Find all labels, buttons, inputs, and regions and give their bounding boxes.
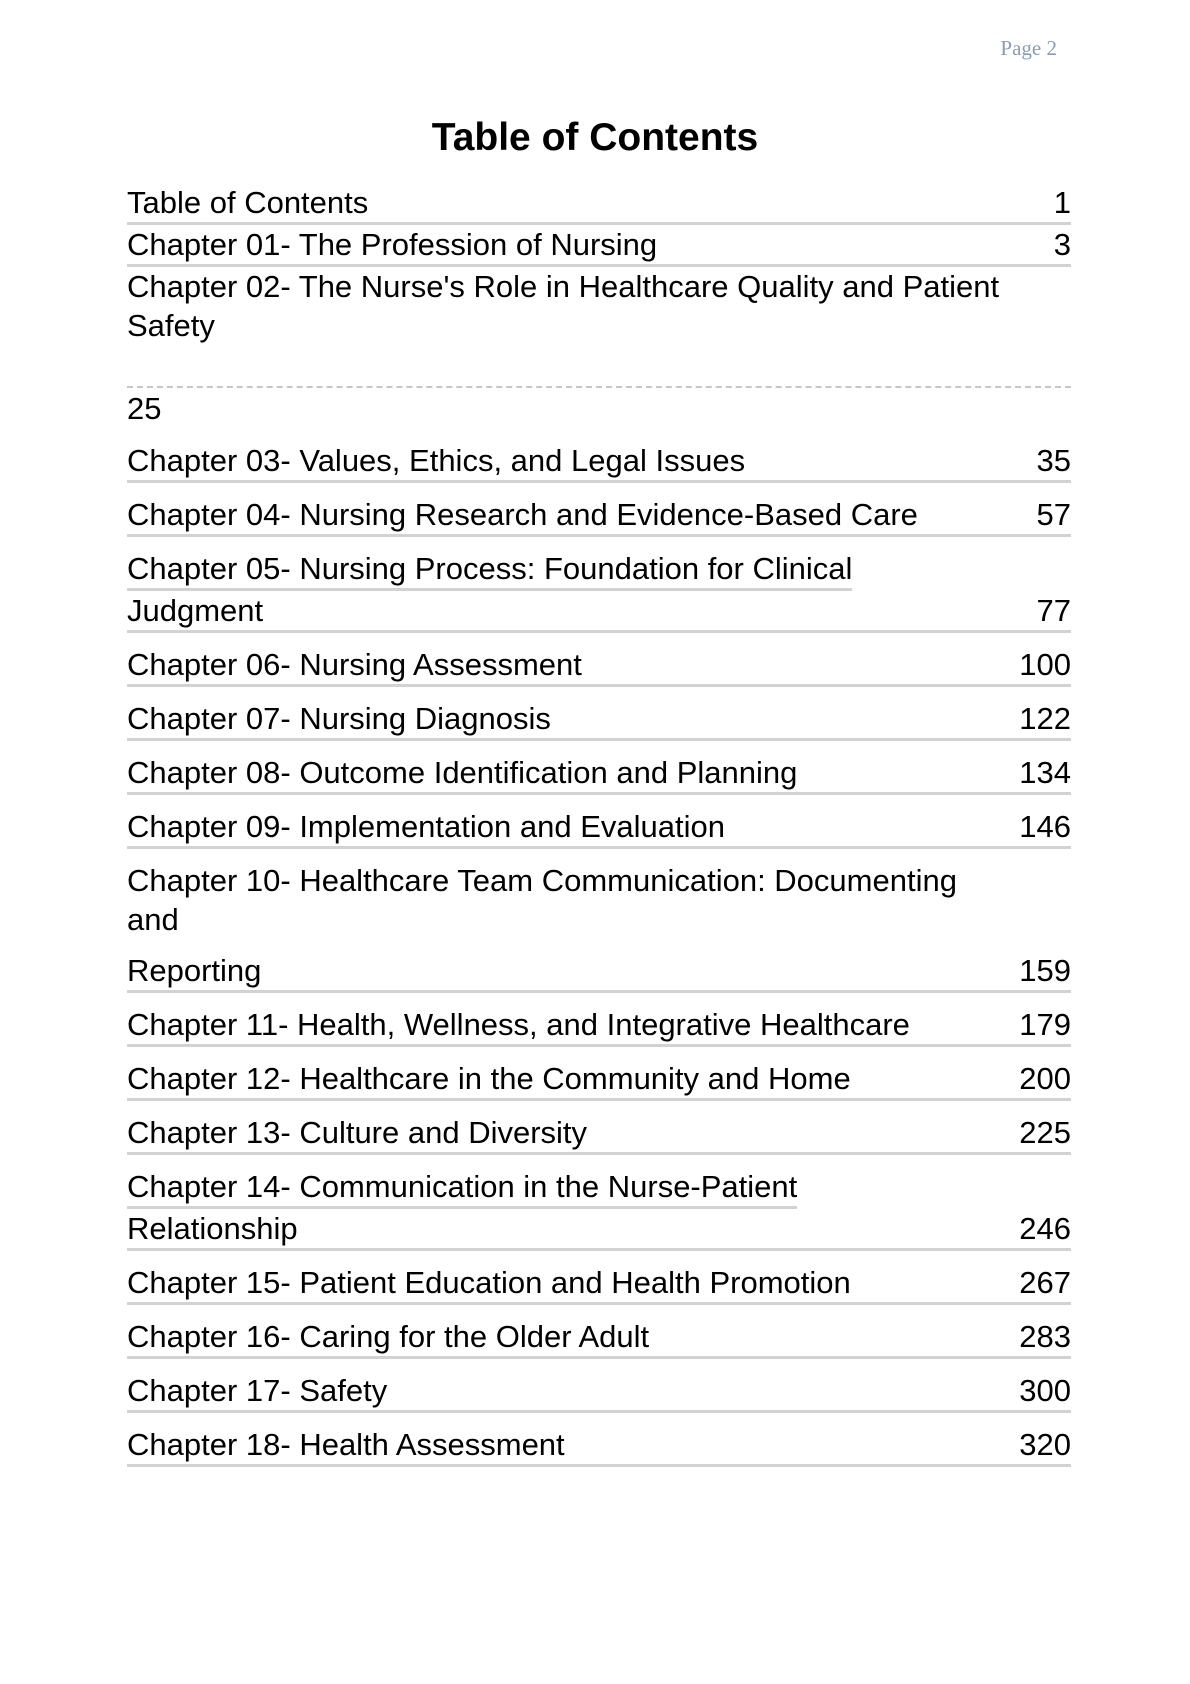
toc-entry-page: 267 bbox=[1019, 1265, 1071, 1300]
toc-entry-chapter-12[interactable] bbox=[127, 1059, 1071, 1101]
toc-entry-title-line: Relationship bbox=[127, 1211, 298, 1246]
toc-entry-chapter-09[interactable] bbox=[127, 807, 1071, 849]
toc-entry-chapter-17[interactable] bbox=[127, 1371, 1071, 1413]
toc-entry-title: Chapter 09- Implementation and Evaluation bbox=[127, 809, 725, 844]
toc-entry-title-line: Safety bbox=[127, 308, 215, 343]
toc-entry-title: Chapter 01- The Profession of Nursing bbox=[127, 227, 658, 262]
toc-entry-page: 146 bbox=[1019, 809, 1071, 844]
toc-entry-page: 300 bbox=[1019, 1373, 1071, 1408]
toc-entry-page: 100 bbox=[1019, 647, 1071, 682]
page-number-label: Page 2 bbox=[1000, 36, 1057, 60]
toc-entry-page: 179 bbox=[1019, 1007, 1071, 1042]
toc-entry-title-line: Judgment bbox=[127, 593, 264, 628]
toc-entry-page: 3 bbox=[1053, 227, 1071, 262]
toc-entry-page: 1 bbox=[1053, 185, 1071, 220]
toc-entry-page: 134 bbox=[1019, 755, 1071, 790]
toc-entry-chapter-01[interactable] bbox=[127, 225, 1071, 267]
toc-entry-chapter-13[interactable] bbox=[127, 1113, 1071, 1155]
toc-entry-page: 77 bbox=[1036, 593, 1071, 628]
toc-entry-title-line: Chapter 14- Communication in the Nurse-Patient bbox=[127, 1167, 797, 1209]
toc-entry-chapter-11[interactable] bbox=[127, 1005, 1071, 1047]
toc-entry-page: 57 bbox=[1036, 497, 1071, 532]
toc-entry-title: Chapter 16- Caring for the Older Adult bbox=[127, 1319, 650, 1354]
toc-entry-page: 122 bbox=[1019, 701, 1071, 736]
toc-entry-chapter-18[interactable] bbox=[127, 1425, 1071, 1467]
page-title: Table of Contents bbox=[431, 116, 759, 159]
toc-entry-title: Chapter 15- Patient Education and Health Promotion bbox=[127, 1265, 851, 1300]
toc-entry-title-line: Chapter 02- The Nurse's Role in Healthcare Quality and Patient bbox=[127, 269, 1000, 304]
toc-entry-title: Chapter 04- Nursing Research and Evidence-Based Care bbox=[127, 497, 918, 532]
toc-entry-table-of-contents[interactable] bbox=[127, 183, 1071, 225]
toc-entry-title: Chapter 07- Nursing Diagnosis bbox=[127, 701, 551, 736]
toc-entry-chapter-02[interactable] bbox=[127, 267, 1071, 429]
toc-entry-page: 25 bbox=[127, 391, 162, 426]
toc-entry-page: 225 bbox=[1019, 1115, 1071, 1150]
toc-entry-title: Chapter 12- Healthcare in the Community and Home bbox=[127, 1061, 851, 1096]
toc-entry-chapter-06[interactable] bbox=[127, 645, 1071, 687]
toc-entry-chapter-14[interactable] bbox=[127, 1167, 1071, 1251]
toc-entry-chapter-15[interactable] bbox=[127, 1263, 1071, 1305]
toc-entry-chapter-03[interactable] bbox=[127, 441, 1071, 483]
toc-entry-title-line: Chapter 10- Healthcare Team Communication: Documenting bbox=[127, 863, 957, 898]
toc-entry-title: Chapter 18- Health Assessment bbox=[127, 1427, 565, 1462]
toc-entry-title: Chapter 08- Outcome Identification and Planning bbox=[127, 755, 798, 790]
toc-entry-title: Chapter 11- Health, Wellness, and Integrative Healthcare bbox=[127, 1007, 910, 1042]
toc-entry-title: Chapter 17- Safety bbox=[127, 1373, 388, 1408]
toc-entry-page: 200 bbox=[1019, 1061, 1071, 1096]
toc-entry-title: Chapter 03- Values, Ethics, and Legal Issues bbox=[127, 443, 746, 478]
toc-entry-chapter-16[interactable] bbox=[127, 1317, 1071, 1359]
toc-entry-title-line: Chapter 05- Nursing Process: Foundation for Clinical bbox=[127, 549, 852, 591]
toc-entry-chapter-08[interactable] bbox=[127, 753, 1071, 795]
toc-entry-title: Chapter 13- Culture and Diversity bbox=[127, 1115, 588, 1150]
toc-entry-chapter-04[interactable] bbox=[127, 495, 1071, 537]
toc-entry-chapter-05[interactable] bbox=[127, 549, 1071, 633]
toc-entry-page: 320 bbox=[1019, 1427, 1071, 1462]
toc-entry-title-line: Reporting bbox=[127, 953, 262, 988]
toc-entry-page: 246 bbox=[1019, 1211, 1071, 1246]
toc-entry-chapter-10[interactable] bbox=[127, 861, 1071, 993]
toc-list bbox=[127, 183, 1071, 1467]
toc-entry-page: 283 bbox=[1019, 1319, 1071, 1354]
toc-entry-chapter-07[interactable] bbox=[127, 699, 1071, 741]
toc-entry-page: 35 bbox=[1036, 443, 1071, 478]
toc-entry-title: Chapter 06- Nursing Assessment bbox=[127, 647, 582, 682]
toc-entry-title-line: and bbox=[127, 902, 179, 937]
toc-entry-title: Table of Contents bbox=[127, 185, 369, 220]
toc-entry-page: 159 bbox=[1019, 953, 1071, 988]
